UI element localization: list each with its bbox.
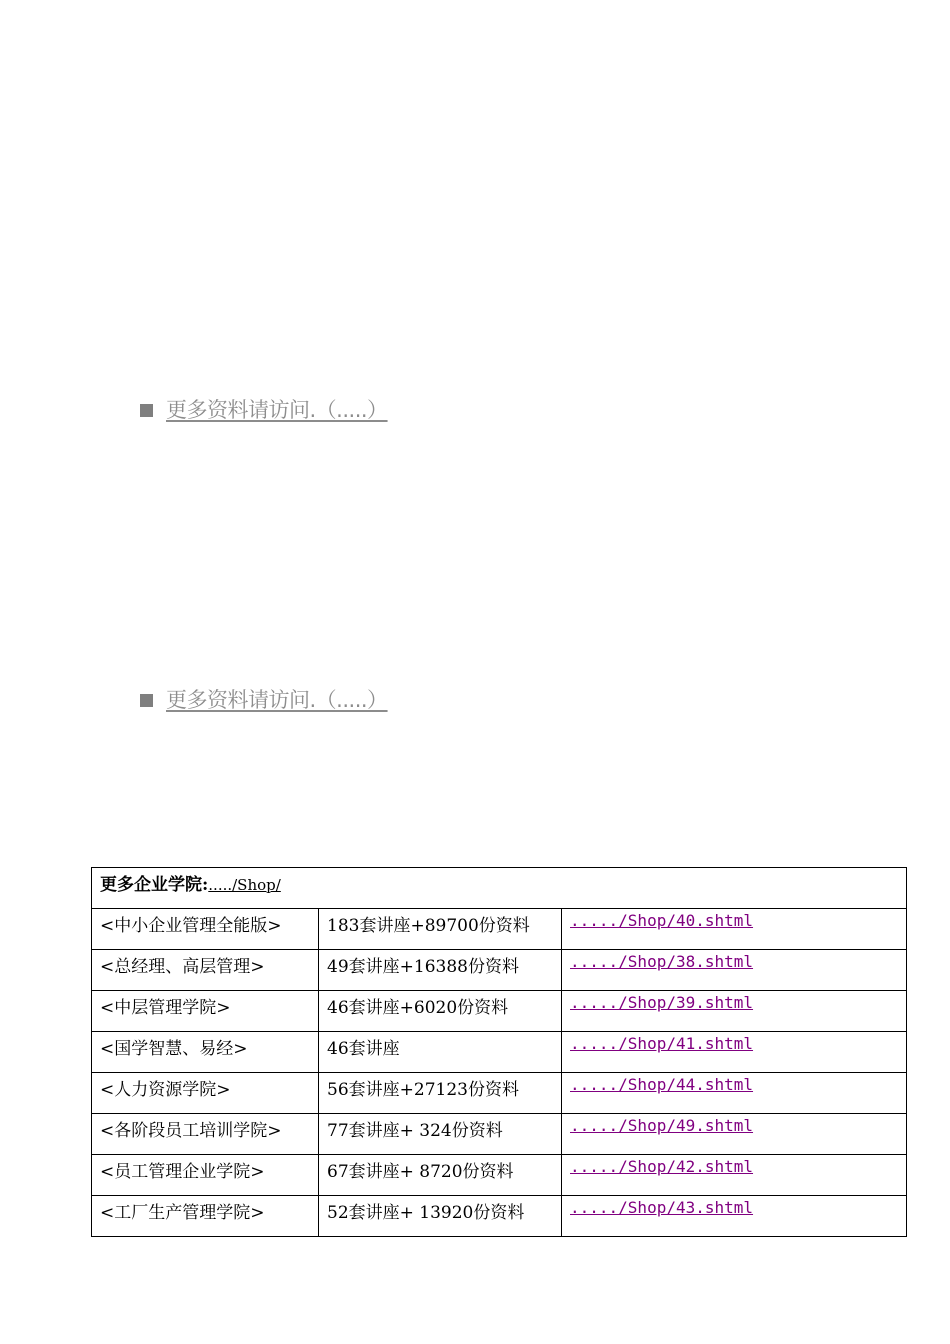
academy-link[interactable]: ...../Shop/43.shtml: [570, 1198, 754, 1217]
academy-desc: 46套讲座+6020份资料: [319, 991, 562, 1032]
table-row: [92, 1114, 907, 1155]
academy-name: <员工管理企业学院>: [92, 1155, 319, 1196]
academy-name: <国学智慧、易经>: [92, 1032, 319, 1073]
academy-link[interactable]: ...../Shop/40.shtml: [570, 911, 754, 930]
table-row: [92, 909, 907, 950]
academy-link[interactable]: ...../Shop/42.shtml: [570, 1157, 754, 1176]
academy-name: <总经理、高层管理>: [92, 950, 319, 991]
more-info-link[interactable]: 更多资料请访问.（.....）: [166, 688, 388, 712]
academy-link-cell: [562, 1196, 907, 1237]
academy-link[interactable]: ...../Shop/38.shtml: [570, 952, 754, 971]
academy-link-cell: [562, 1114, 907, 1155]
more-info-line: [140, 684, 388, 714]
academy-desc: 46套讲座: [319, 1032, 562, 1073]
table-header-cell: [92, 868, 907, 909]
bullet-square-icon: [140, 694, 153, 707]
academy-name: <人力资源学院>: [92, 1073, 319, 1114]
academy-name: <各阶段员工培训学院>: [92, 1114, 319, 1155]
table-header-link[interactable]: ...../Shop/: [208, 876, 281, 894]
more-info-link[interactable]: 更多资料请访问.（.....）: [166, 398, 388, 422]
academy-name: <中小企业管理全能版>: [92, 909, 319, 950]
table-row: [92, 1032, 907, 1073]
academy-table: [91, 867, 907, 1237]
academy-link[interactable]: ...../Shop/39.shtml: [570, 993, 754, 1012]
academy-desc: 56套讲座+27123份资料: [319, 1073, 562, 1114]
academy-link-cell: [562, 1032, 907, 1073]
more-info-line: [140, 394, 388, 424]
table-row: [92, 991, 907, 1032]
table-row: [92, 950, 907, 991]
academy-desc: 183套讲座+89700份资料: [319, 909, 562, 950]
table-row: [92, 1155, 907, 1196]
academy-desc: 77套讲座+ 324份资料: [319, 1114, 562, 1155]
academy-desc: 49套讲座+16388份资料: [319, 950, 562, 991]
table-row: [92, 1073, 907, 1114]
academy-link[interactable]: ...../Shop/49.shtml: [570, 1116, 754, 1135]
academy-link[interactable]: ...../Shop/44.shtml: [570, 1075, 754, 1094]
bullet-square-icon: [140, 404, 153, 417]
academy-link-cell: [562, 1155, 907, 1196]
academy-link-cell: [562, 991, 907, 1032]
table-header-row: [92, 868, 907, 909]
table-row: [92, 1196, 907, 1237]
academy-desc: 67套讲座+ 8720份资料: [319, 1155, 562, 1196]
academy-desc: 52套讲座+ 13920份资料: [319, 1196, 562, 1237]
academy-link-cell: [562, 1073, 907, 1114]
academy-link-cell: [562, 950, 907, 991]
academy-name: <中层管理学院>: [92, 991, 319, 1032]
table-header-label: 更多企业学院:: [100, 875, 209, 895]
academy-name: <工厂生产管理学院>: [92, 1196, 319, 1237]
academy-link-cell: [562, 909, 907, 950]
academy-link[interactable]: ...../Shop/41.shtml: [570, 1034, 754, 1053]
